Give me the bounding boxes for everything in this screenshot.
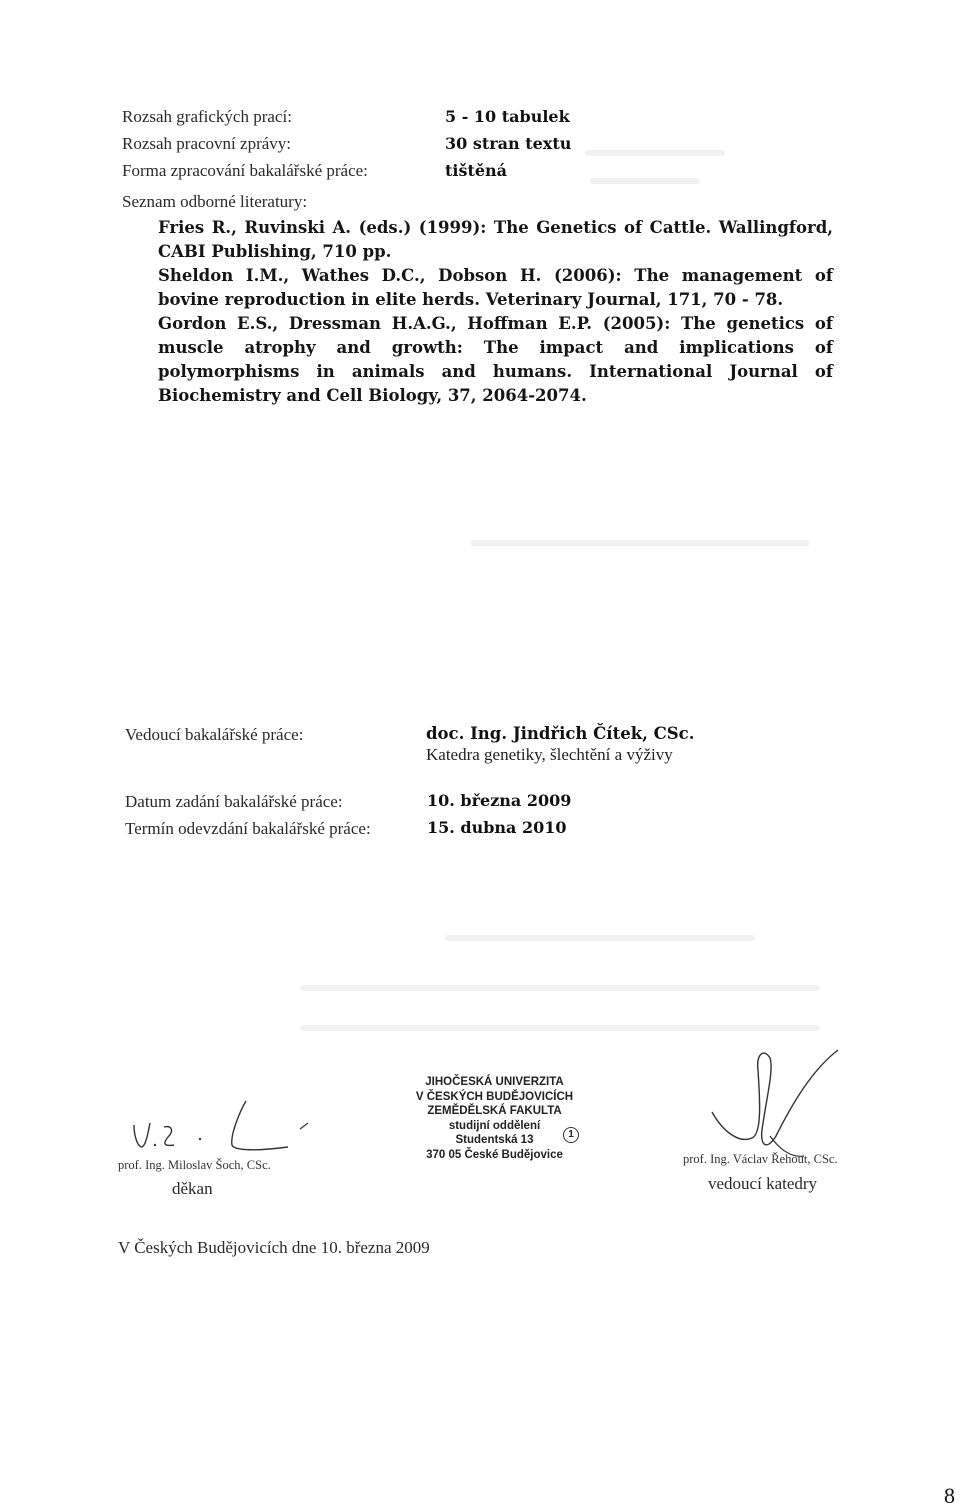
supervisor-label: Vedoucí bakalářské práce: bbox=[125, 725, 304, 744]
show-through-mark bbox=[300, 985, 820, 991]
faculty-stamp bbox=[392, 1075, 597, 1162]
show-through-mark bbox=[445, 935, 755, 941]
dean-role: děkan bbox=[172, 1179, 213, 1198]
head-role: vedoucí katedry bbox=[708, 1174, 818, 1193]
literature-heading: Seznam odborné literatury: bbox=[122, 192, 308, 211]
dean-signature bbox=[128, 1095, 328, 1165]
literature-list bbox=[158, 216, 833, 408]
field-value-graphics: 5 - 10 tabulek bbox=[445, 107, 570, 126]
stamp-line: studijní oddělení bbox=[448, 1119, 541, 1132]
show-through-mark bbox=[590, 178, 700, 184]
deadline-label: Termín odevzdání bakalářské práce: bbox=[125, 819, 371, 838]
field-value-report: 30 stran textu bbox=[445, 134, 572, 153]
place-date: V Českých Budějovicích dne 10. března 2009 bbox=[118, 1238, 430, 1257]
supervisor-department: Katedra genetiky, šlechtění a výživy bbox=[426, 745, 673, 764]
page-number: 8 bbox=[944, 1483, 955, 1508]
show-through-mark bbox=[300, 1025, 820, 1031]
stamp-line: ZEMĚDĚLSKÁ FAKULTA bbox=[427, 1105, 562, 1117]
head-signature bbox=[700, 1040, 850, 1160]
field-label-graphics: Rozsah grafických prací: bbox=[122, 107, 292, 126]
literature-entry: Gordon E.S., Dressman H.A.G., Hoffman E.P. (2005): The genetics of muscle atrophy and growth: The impact and implications of polymorphisms in animals and humans. International Journal of Biochemistry and Cell Biology, 37, 2064-2074. bbox=[158, 314, 833, 405]
stamp-line: Studentská 13 bbox=[455, 1134, 534, 1146]
supervisor-name: doc. Ing. Jindřich Čítek, CSc. bbox=[426, 724, 695, 743]
stamp-line: JIHOČESKÁ UNIVERZITA bbox=[425, 1076, 564, 1088]
field-label-form: Forma zpracování bakalářské práce: bbox=[122, 161, 368, 180]
stamp-line: V ČESKÝCH BUDĚJOVICÍCH bbox=[415, 1090, 574, 1103]
dean-name: prof. Ing. Miloslav Šoch, CSc. bbox=[118, 1158, 271, 1172]
deadline-value: 15. dubna 2010 bbox=[427, 818, 567, 837]
show-through-mark bbox=[470, 540, 810, 546]
literature-entry: Sheldon I.M., Wathes D.C., Dobson H. (2006): The management of bovine reproduction in elite herds. Veterinary Journal, 171, 70 - 78. bbox=[158, 266, 833, 309]
assignment-date-value: 10. března 2009 bbox=[427, 791, 572, 810]
literature-entry: Fries R., Ruvinski A. (eds.) (1999): The Genetics of Cattle. Wallingford, CABI Publishing, 710 pp. bbox=[158, 218, 833, 261]
assignment-date-label: Datum zadání bakalářské práce: bbox=[125, 792, 343, 811]
head-name: prof. Ing. Václav Řehout, CSc. bbox=[683, 1152, 838, 1166]
field-value-form: tištěná bbox=[445, 161, 508, 180]
stamp-line: 370 05 České Budějovice bbox=[426, 1148, 563, 1161]
stamp-number-badge: 1 bbox=[563, 1127, 579, 1143]
show-through-mark bbox=[585, 150, 725, 156]
field-label-report: Rozsah pracovní zprávy: bbox=[122, 134, 291, 153]
